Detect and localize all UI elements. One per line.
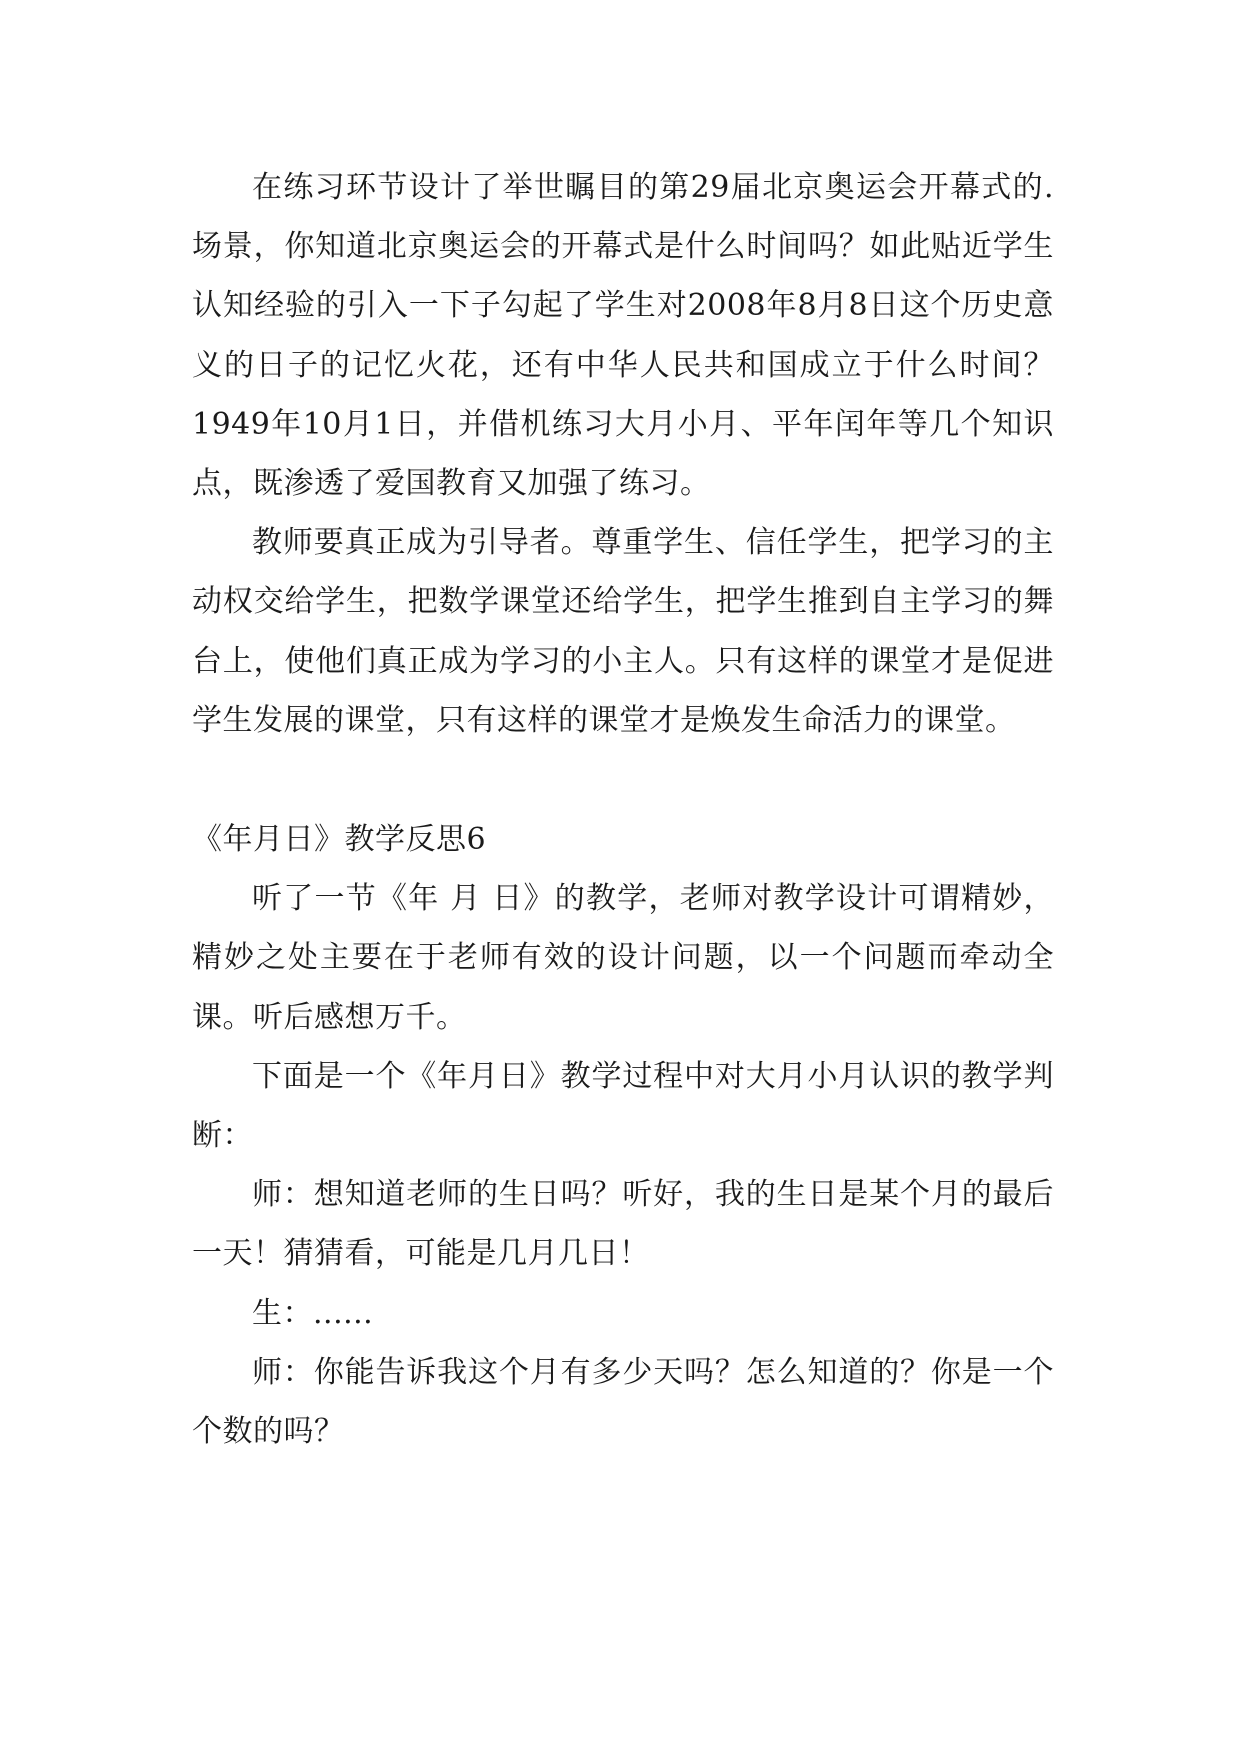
paragraph-lesson-intro: 听了一节《年 月 日》的教学，老师对教学设计可谓精妙，精妙之处主要在于老师有效的设计问题，以一个问题而牵动全课。听后感想万千。 (192, 881, 1054, 1035)
section-title: 《年月日》教学反思6 (192, 822, 487, 858)
paragraph-olympics: 在练习环节设计了举世瞩目的第29届北京奥运会开幕式的.场景，你知道北京奥运会的开幕式是什么时间吗？如此贴近学生认知经验的引入一下子勾起了学生对2008年8月8日这个历史意义的日子的记忆火花，还有中华人民共和国成立于什么时间？1949年10月1日，并借机练习大月小月、平年闰年等几个知识点，既渗透了爱国教育又加强了练习。 (192, 170, 1054, 502)
document-page (192, 158, 1054, 1461)
paragraph-dialogue-student: 生：...... (252, 1295, 374, 1331)
paragraph-lesson-example: 下面是一个《年月日》教学过程中对大月小月认识的教学判断： (192, 1058, 1054, 1154)
paragraph-dialogue-teacher-2: 师：你能告诉我这个月有多少天吗？怎么知道的？你是一个个数的吗？ (192, 1354, 1054, 1450)
paragraph-dialogue-teacher-1: 师：想知道老师的生日吗？听好，我的生日是某个月的最后一天！猜猜看，可能是几月几日！ (192, 1177, 1054, 1272)
section-spacer (192, 750, 1054, 810)
paragraph-teacher-guide: 教师要真正成为引导者。尊重学生、信任学生，把学习的主动权交给学生，把数学课堂还给学生，把学生推到自主学习的舞台上，使他们真正成为学习的小主人。只有这样的课堂才是促进学生发展的课堂，只有这样的课堂才是焕发生命活力的课堂。 (192, 525, 1054, 738)
